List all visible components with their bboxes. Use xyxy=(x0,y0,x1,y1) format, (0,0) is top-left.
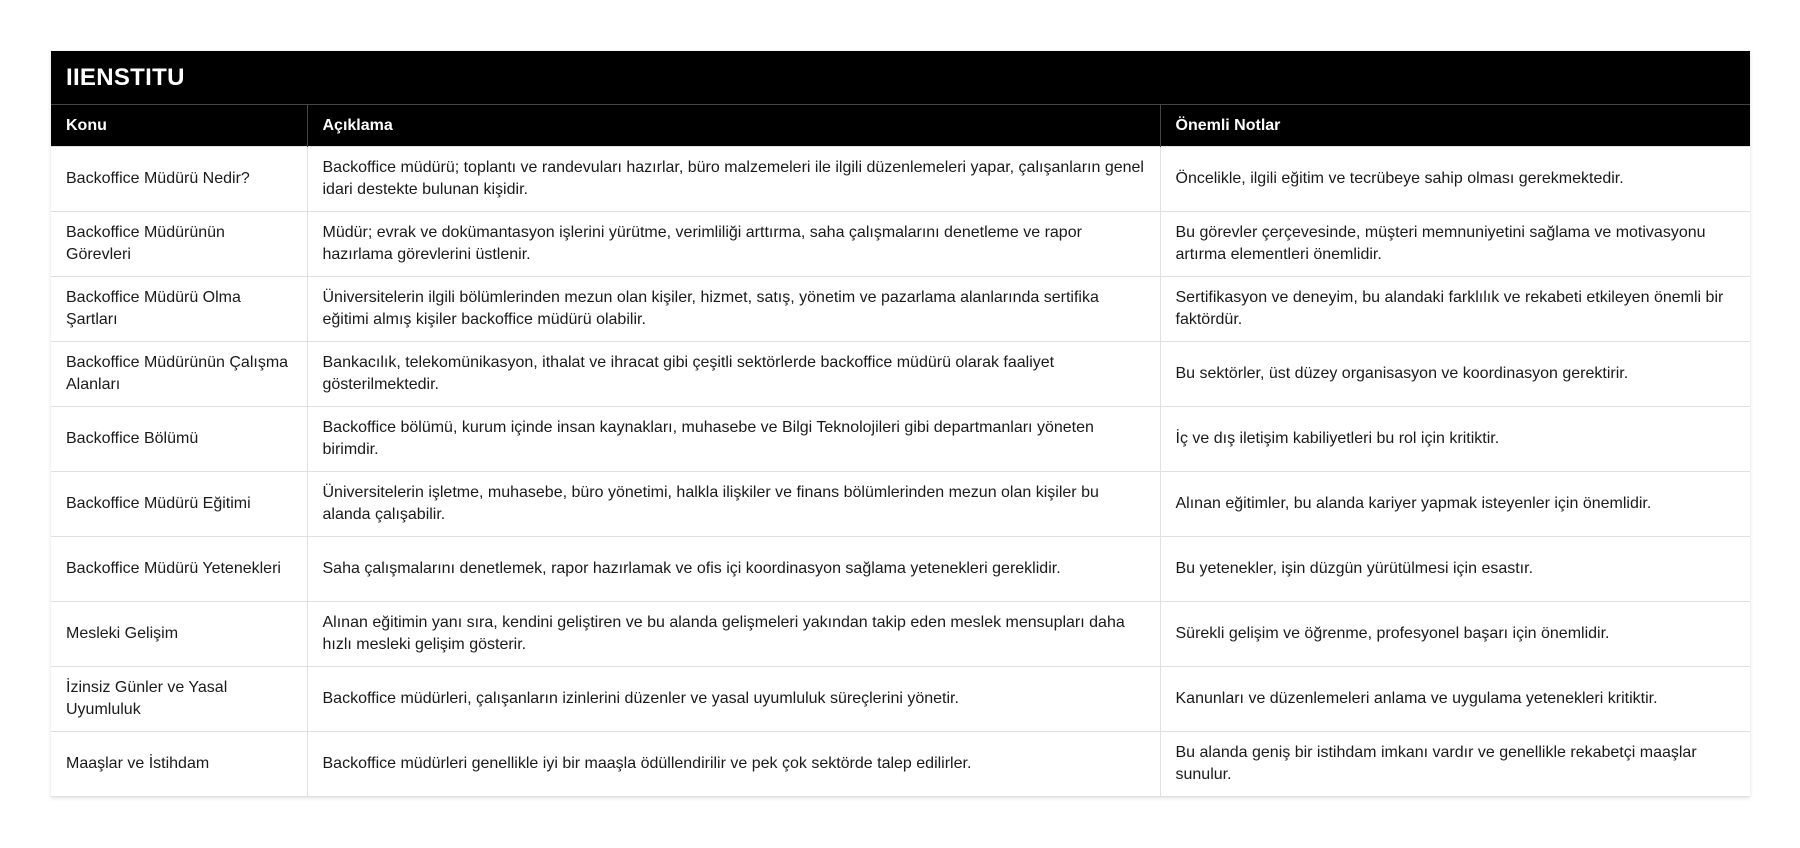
table-row xyxy=(51,537,1750,602)
cell-topic: Backoffice Müdürü Nedir? xyxy=(51,147,307,212)
cell-description: Müdür; evrak ve dokümantasyon işlerini yürütme, verimliliği arttırma, saha çalışmalarını denetleme ve rapor hazırlama görevlerini üstlenir. xyxy=(307,212,1160,277)
cell-notes: Öncelikle, ilgili eğitim ve tecrübeye sahip olması gerekmektedir. xyxy=(1160,147,1750,212)
cell-notes: Bu alanda geniş bir istihdam imkanı vardır ve genellikle rekabetçi maaşlar sunulur. xyxy=(1160,732,1750,797)
table-row xyxy=(51,602,1750,667)
cell-topic: Backoffice Müdürü Eğitimi xyxy=(51,472,307,537)
cell-notes: Kanunları ve düzenlemeleri anlama ve uygulama yetenekleri kritiktir. xyxy=(1160,667,1750,732)
cell-topic: İzinsiz Günler ve Yasal Uyumluluk xyxy=(51,667,307,732)
cell-topic: Backoffice Müdürünün Görevleri xyxy=(51,212,307,277)
table-row xyxy=(51,472,1750,537)
column-header-notes: Önemli Notlar xyxy=(1160,105,1750,147)
cell-description: Üniversitelerin ilgili bölümlerinden mezun olan kişiler, hizmet, satış, yönetim ve pazarlama alanlarında sertifika eğitimi almış kişiler backoffice müdürü olabilir. xyxy=(307,277,1160,342)
cell-topic: Maaşlar ve İstihdam xyxy=(51,732,307,797)
table-row xyxy=(51,147,1750,212)
cell-description: Alınan eğitimin yanı sıra, kendini geliştiren ve bu alanda gelişmeleri yakından takip eden meslek mensupları daha hızlı mesleki gelişim gösterir. xyxy=(307,602,1160,667)
cell-notes: Sertifikasyon ve deneyim, bu alandaki farklılık ve rekabeti etkileyen önemli bir faktördür. xyxy=(1160,277,1750,342)
cell-notes: Alınan eğitimler, bu alanda kariyer yapmak isteyenler için önemlidir. xyxy=(1160,472,1750,537)
table-row xyxy=(51,342,1750,407)
cell-description: Saha çalışmalarını denetlemek, rapor hazırlamak ve ofis içi koordinasyon sağlama yetenekleri gereklidir. xyxy=(307,537,1160,602)
cell-description: Backoffice müdürleri, çalışanların izinlerini düzenler ve yasal uyumluluk süreçlerini yönetir. xyxy=(307,667,1160,732)
cell-topic: Backoffice Bölümü xyxy=(51,407,307,472)
cell-description: Backoffice müdürleri genellikle iyi bir maaşla ödüllendirilir ve pek çok sektörde talep edilirler. xyxy=(307,732,1160,797)
table-row xyxy=(51,277,1750,342)
table-row xyxy=(51,212,1750,277)
cell-notes: Bu görevler çerçevesinde, müşteri memnuniyetini sağlama ve motivasyonu artırma elementleri önemlidir. xyxy=(1160,212,1750,277)
table-header-row xyxy=(51,105,1750,147)
column-header-description: Açıklama xyxy=(307,105,1160,147)
cell-topic: Backoffice Müdürünün Çalışma Alanları xyxy=(51,342,307,407)
cell-topic: Backoffice Müdürü Olma Şartları xyxy=(51,277,307,342)
table-header xyxy=(51,105,1750,147)
table-row xyxy=(51,667,1750,732)
cell-topic: Mesleki Gelişim xyxy=(51,602,307,667)
cell-notes: Sürekli gelişim ve öğrenme, profesyonel başarı için önemlidir. xyxy=(1160,602,1750,667)
cell-topic: Backoffice Müdürü Yetenekleri xyxy=(51,537,307,602)
cell-notes: İç ve dış iletişim kabiliyetleri bu rol için kritiktir. xyxy=(1160,407,1750,472)
table-row xyxy=(51,732,1750,797)
info-table xyxy=(51,104,1750,797)
table-banner-title: IIENSTITU xyxy=(51,51,1750,104)
table-body xyxy=(51,147,1750,797)
cell-description: Backoffice müdürü; toplantı ve randevuları hazırlar, büro malzemeleri ile ilgili düzenlemeleri yapar, çalışanların genel idari destekte bulunan kişidir. xyxy=(307,147,1160,212)
cell-description: Backoffice bölümü, kurum içinde insan kaynakları, muhasebe ve Bilgi Teknolojileri gibi departmanları yöneten birimdir. xyxy=(307,407,1160,472)
cell-notes: Bu yetenekler, işin düzgün yürütülmesi için esastır. xyxy=(1160,537,1750,602)
column-header-topic: Konu xyxy=(51,105,307,147)
info-table-container xyxy=(51,51,1750,797)
cell-description: Bankacılık, telekomünikasyon, ithalat ve ihracat gibi çeşitli sektörlerde backoffice müdürü olarak faaliyet gösterilmektedir. xyxy=(307,342,1160,407)
table-row xyxy=(51,407,1750,472)
cell-description: Üniversitelerin işletme, muhasebe, büro yönetimi, halkla ilişkiler ve finans bölümlerinden mezun olan kişiler bu alanda çalışabilir. xyxy=(307,472,1160,537)
cell-notes: Bu sektörler, üst düzey organisasyon ve koordinasyon gerektirir. xyxy=(1160,342,1750,407)
